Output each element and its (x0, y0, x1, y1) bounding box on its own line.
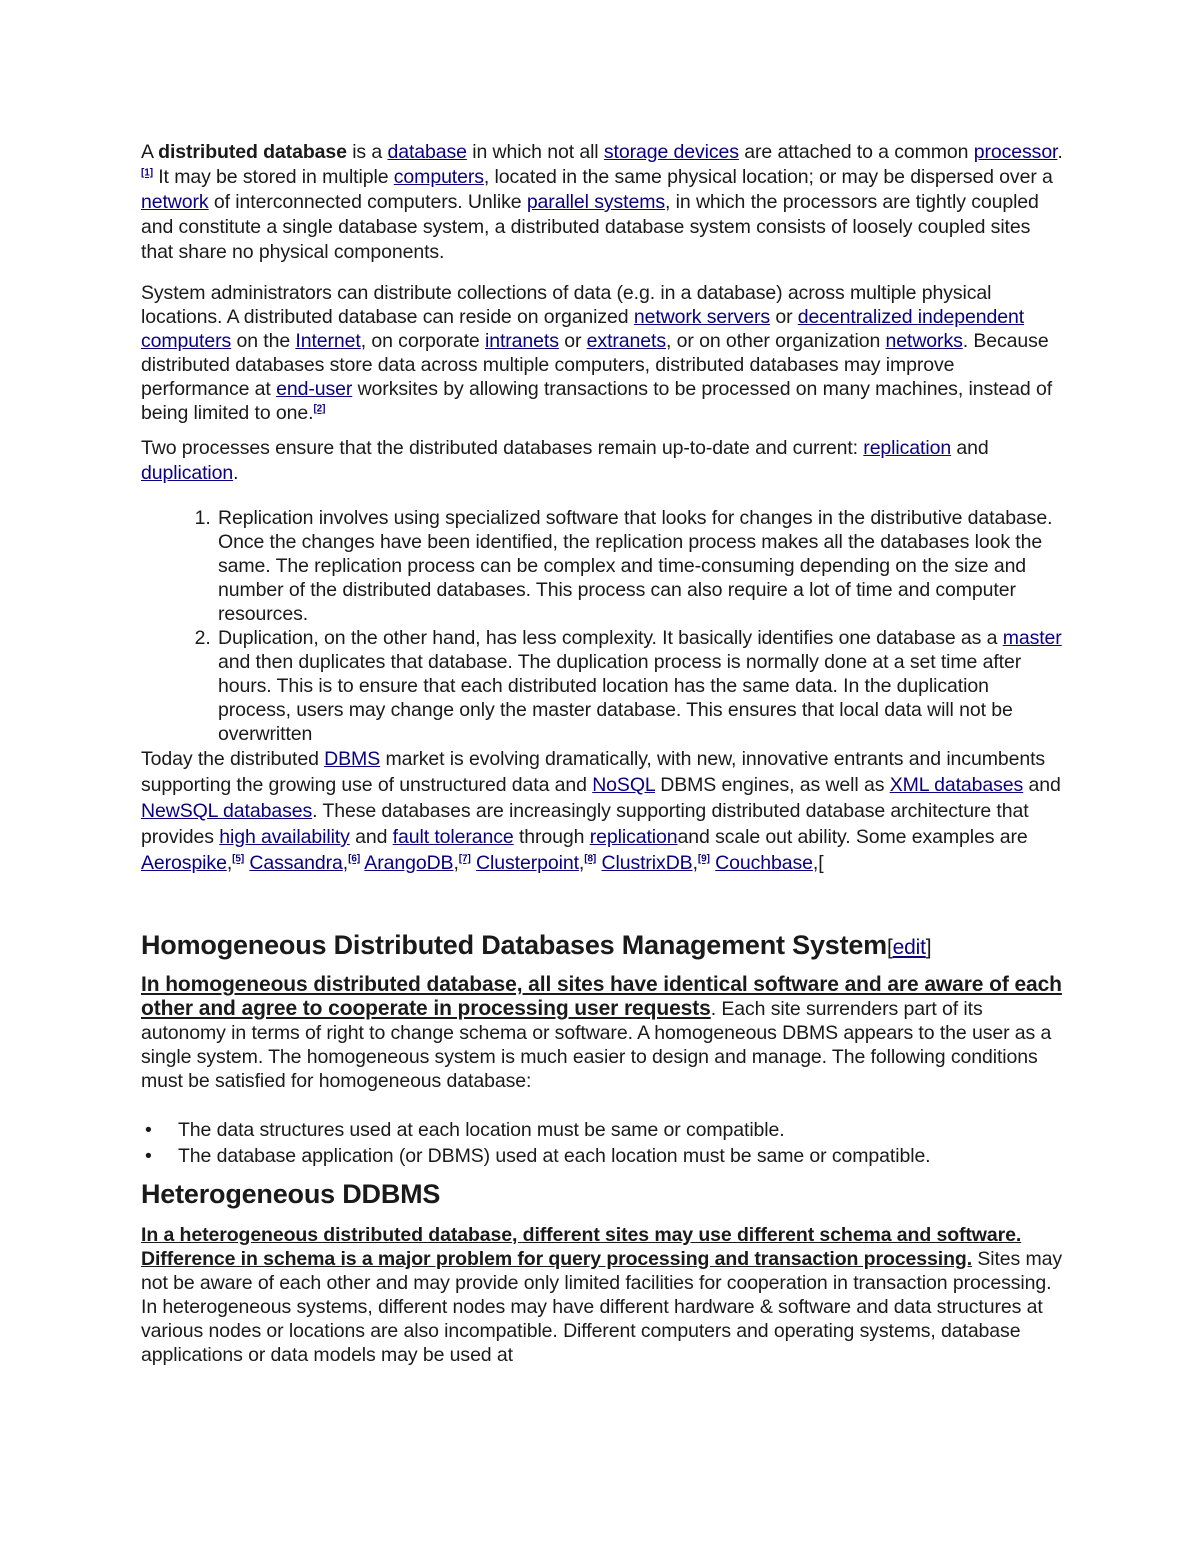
bullet-icon: • (145, 1119, 152, 1141)
link-decentralized-computers[interactable]: decentralized independent computers (141, 306, 1025, 352)
link-duplication[interactable]: duplication (141, 462, 234, 484)
homogeneous-lead: In homogeneous distributed database, all sites have identical software and are aware of each other and agree to cooperate in processing user requests (141, 973, 1062, 1020)
link-aerospike[interactable]: Aerospike (141, 852, 227, 874)
text: The data structures used at each location must be same or compatible. (178, 1119, 785, 1141)
citation-9[interactable]: [9] (697, 853, 710, 865)
text: worksites by allowing transactions to be processed on many machines, instead of being limited to one. (141, 378, 1053, 424)
text: . (1057, 141, 1063, 163)
edit-section: [edit] (887, 936, 932, 959)
text: , on corporate (360, 330, 485, 352)
citation-2[interactable]: [2] (313, 403, 326, 415)
link-network-servers[interactable]: network servers (633, 306, 770, 328)
link-storage-devices[interactable]: storage devices (603, 141, 739, 163)
term-distributed-database: distributed database (158, 141, 347, 163)
text: and (951, 437, 989, 459)
heterogeneous-lead: In a heterogeneous distributed database, different sites may use different schema and software. Difference in schema is a major problem for query processing and transaction processing. (141, 1224, 1022, 1270)
document-page (141, 140, 1066, 1367)
text: Duplication, on the other hand, has less complexity. It basically identifies one database as a (218, 627, 1003, 649)
citation-1[interactable]: [1] (141, 167, 153, 179)
text: and (1023, 774, 1061, 796)
text: A (141, 141, 159, 163)
heterogeneous-paragraph (141, 1223, 1066, 1367)
text: Sites may not be aware of each other and may provide only limited facilities for cooperation in transaction processing. In heterogeneous systems, different nodes may have different hardware & software and data structures at various nodes or locations are also incompatible. Different computers and operating systems, database applications or data models may be used at (141, 1248, 1063, 1366)
link-replication-2[interactable]: replication (589, 826, 678, 848)
link-high-availability[interactable]: high availability (219, 826, 350, 848)
text: market is evolving dramatically, with new, innovative entrants and incumbents supporting the growing use of unstructured data and (141, 748, 1046, 796)
link-couchbase[interactable]: Couchbase (715, 852, 813, 874)
text: ,[ (812, 852, 824, 874)
text: It may be stored in multiple (152, 166, 394, 188)
link-extranets[interactable]: extranets (586, 330, 666, 352)
homogeneous-conditions-list (141, 1117, 1066, 1169)
link-dbms[interactable]: DBMS (324, 748, 381, 770)
text: in which not all (466, 141, 604, 163)
heading-homogeneous (141, 928, 1066, 965)
link-clustrixdb[interactable]: ClustrixDB (601, 852, 693, 874)
text: . Because distributed databases store data across multiple computers, distributed databases may improve performance at (141, 330, 1049, 400)
homogeneous-paragraph (141, 973, 1066, 1093)
link-intranets[interactable]: intranets (484, 330, 559, 352)
text: . These databases are increasingly supporting distributed database architecture that provides (141, 800, 1029, 848)
text: or (770, 306, 798, 328)
text: , or on other organization (665, 330, 886, 352)
citation-6[interactable]: [6] (348, 853, 361, 865)
intro-paragraph (141, 140, 1066, 265)
text: are attached to a common (738, 141, 974, 163)
text: . Each site surrenders part of its autonomy in terms of right to change schema or software. A homogeneous DBMS appears to the user as a single system. The homogeneous system is much easier to design and manage. The following conditions must be satisfied for homogeneous database: (141, 998, 1052, 1092)
citation-7[interactable]: [7] (458, 853, 471, 865)
link-network[interactable]: network (141, 191, 209, 213)
processes-paragraph (141, 436, 1066, 486)
text: is a (346, 141, 388, 163)
link-master[interactable]: master (1002, 627, 1062, 649)
text: The database application (or DBMS) used at each location must be same or compatible. (178, 1145, 931, 1167)
text: through (513, 826, 590, 848)
heading-text: Homogeneous Distributed Databases Management System (141, 930, 887, 960)
link-internet[interactable]: Internet (295, 330, 361, 352)
link-computers[interactable]: computers (393, 166, 484, 188)
market-paragraph: Today the distributed DBMS market is evolving dramatically, with new, innovative entrants and incumbents supporting the growing use of unstructured data and NoSQL DBMS engines, as well as XML databases and NewSQL databases. These databases are increasingly supporting distributed database architecture that provides high availability and fault tolerance through replicationand scale out ability. Some examples are Aerospike,[5] Cassandra,[6] ArangoDB,[7] Clusterpoint,[8] ClustrixDB,[9] Couchbase,[ (141, 748, 1061, 874)
citation-8[interactable]: [8] (584, 853, 597, 865)
text: . (233, 462, 239, 484)
link-newsql-databases[interactable]: NewSQL databases (141, 800, 313, 822)
heading-text: Heterogeneous DDBMS (141, 1179, 441, 1209)
edit-link[interactable]: edit (892, 936, 926, 959)
list-item-replication (216, 506, 1066, 626)
text: DBMS engines, as well as (654, 774, 890, 796)
text: and then duplicates that database. The duplication process is normally done at a set time after hours. This is to ensure that each distributed location has the same data. In the duplication process, users may change only the master database. This ensures that local data will not be overwritten (218, 651, 1022, 745)
link-database[interactable]: database (387, 141, 467, 163)
link-cassandra[interactable]: Cassandra (249, 852, 343, 874)
text: or (558, 330, 587, 352)
link-networks[interactable]: networks (885, 330, 963, 352)
link-arangodb[interactable]: ArangoDB (364, 852, 454, 874)
bullet-icon: • (145, 1145, 152, 1167)
text: , located in the same physical location; or may be dispersed over a (483, 166, 1053, 188)
text: Today the distributed (141, 748, 325, 770)
text: and (349, 826, 393, 848)
text: of interconnected computers. Unlike (208, 191, 527, 213)
list-item-duplication (216, 626, 1066, 746)
link-clusterpoint[interactable]: Clusterpoint (476, 852, 579, 874)
text: Two processes ensure that the distributed databases remain up-to-date and current: (141, 437, 864, 459)
list-item (145, 1143, 1066, 1169)
link-processor[interactable]: processor (973, 141, 1058, 163)
text: on the (231, 330, 296, 352)
link-fault-tolerance[interactable]: fault tolerance (392, 826, 514, 848)
processes-list (141, 506, 1066, 746)
link-replication[interactable]: replication (863, 437, 952, 459)
link-xml-databases[interactable]: XML databases (889, 774, 1024, 796)
text: and scale out ability. Some examples are (677, 826, 1028, 848)
citation-5[interactable]: [5] (232, 853, 245, 865)
text: System administrators can distribute collections of data (e.g. in a database) across multiple physical locations. A distributed database can reside on organized (141, 282, 992, 328)
admin-paragraph (141, 281, 1066, 425)
text: Replication involves using specialized software that looks for changes in the distributive database. Once the changes have been identified, the replication process makes all the databases look the same. The replication process can be complex and time-consuming depending on the size and number of the distributed databases. This process can also require a lot of time and computer resources. (218, 507, 1053, 625)
heading-heterogeneous (141, 1177, 1066, 1211)
link-end-user[interactable]: end-user (276, 378, 353, 400)
link-nosql[interactable]: NoSQL (592, 774, 655, 796)
text: , in which the processors are tightly coupled and constitute a single database system, a distributed database system consists of loosely coupled sites that share no physical components. (141, 191, 1039, 263)
link-parallel-systems[interactable]: parallel systems (526, 191, 666, 213)
list-item (145, 1117, 1066, 1143)
